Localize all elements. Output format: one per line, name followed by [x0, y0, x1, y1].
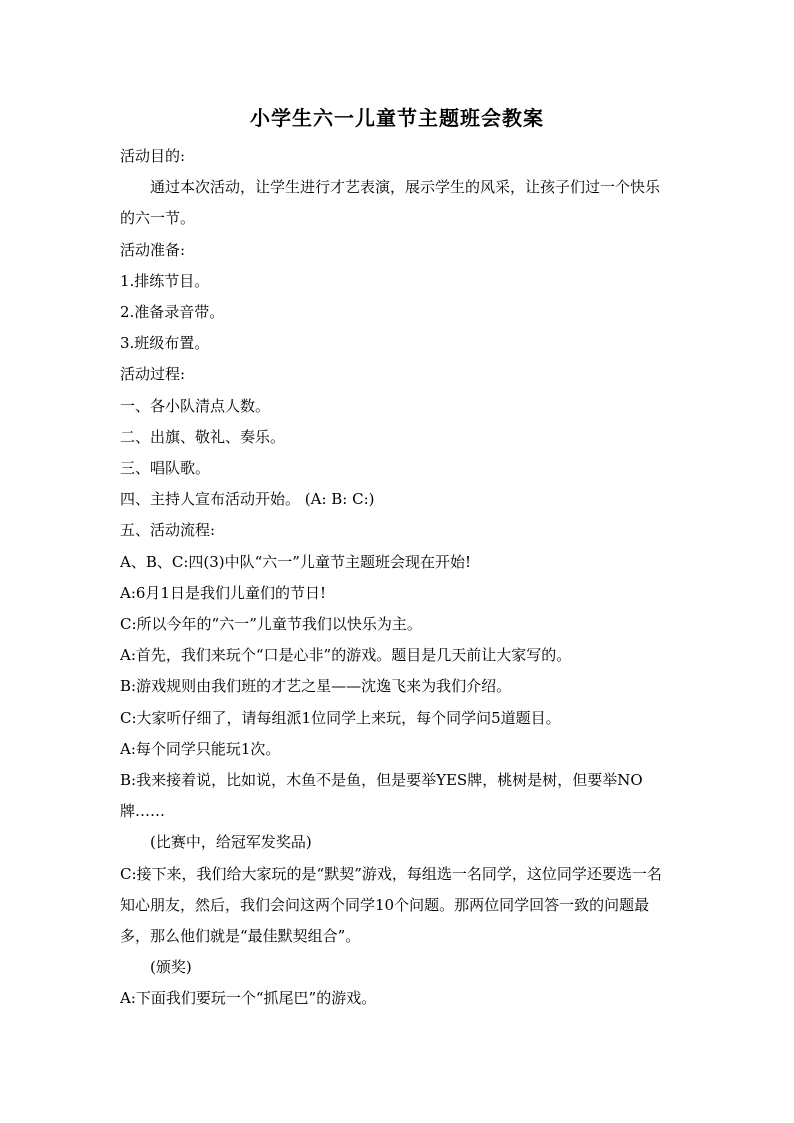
paragraph: 五、活动流程:: [120, 521, 216, 540]
paragraph: A:下面我们要玩一个“抓尾巴”的游戏。: [120, 989, 377, 1008]
paragraph: 通过本次活动，让学生进行才艺表演，展示学生的风采，让孩子们过一个快乐的六一节。: [120, 178, 661, 228]
document-body: [120, 141, 674, 1015]
paragraph: 2.准备录音带。: [120, 303, 225, 322]
paragraph: 二、出旗、敬礼、奏乐。: [120, 427, 286, 446]
paragraph: 3.班级布置。: [120, 334, 210, 353]
paragraph: 四、主持人宣布活动开始。 (A: B: C:): [120, 490, 375, 509]
paragraph: 一、各小队清点人数。: [120, 396, 271, 415]
paragraph: A、B、C:四(3)中队“六一”儿童节主题班会现在开始!: [120, 552, 472, 571]
paragraph: (比赛中，给冠军发奖品): [150, 833, 312, 852]
paragraph: 1.排练节目。: [120, 271, 210, 290]
document-title: 小学生六一儿童节主题班会教案: [250, 106, 544, 130]
paragraph: B:游戏规则由我们班的才艺之星——沈逸飞来为我们介绍。: [120, 677, 512, 696]
paragraph: A:首先，我们来玩个“口是心非”的游戏。题目是几天前让大家写的。: [120, 646, 572, 665]
paragraph: (颁奖): [150, 958, 192, 977]
paragraph: C:大家听仔细了，请每组派1位同学上来玩，每个同学问5道题目。: [120, 708, 561, 727]
paragraph: C:接下来，我们给大家玩的是“默契”游戏，每组选一名同学，这位同学还要选一名知心朋友，然后，我们会问这两个同学10个问题。那两位同学回答一致的问题最多，那么他们就是“最佳默契组合”。: [120, 864, 662, 946]
paragraph: A:6月1日是我们儿童们的节日!: [120, 583, 327, 602]
paragraph: C:所以今年的“六一”儿童节我们以快乐为主。: [120, 615, 422, 634]
paragraph: 活动目的:: [120, 147, 186, 165]
paragraph: A:每个同学只能玩1次。: [120, 739, 281, 758]
paragraph: 活动过程:: [120, 365, 186, 384]
paragraph: 三、唱队歌。: [120, 459, 211, 478]
paragraph: B:我来接着说，比如说，木鱼不是鱼，但是要举YES牌，桃树是树，但要举NO牌……: [120, 771, 643, 821]
paragraph: 活动准备:: [120, 240, 186, 259]
